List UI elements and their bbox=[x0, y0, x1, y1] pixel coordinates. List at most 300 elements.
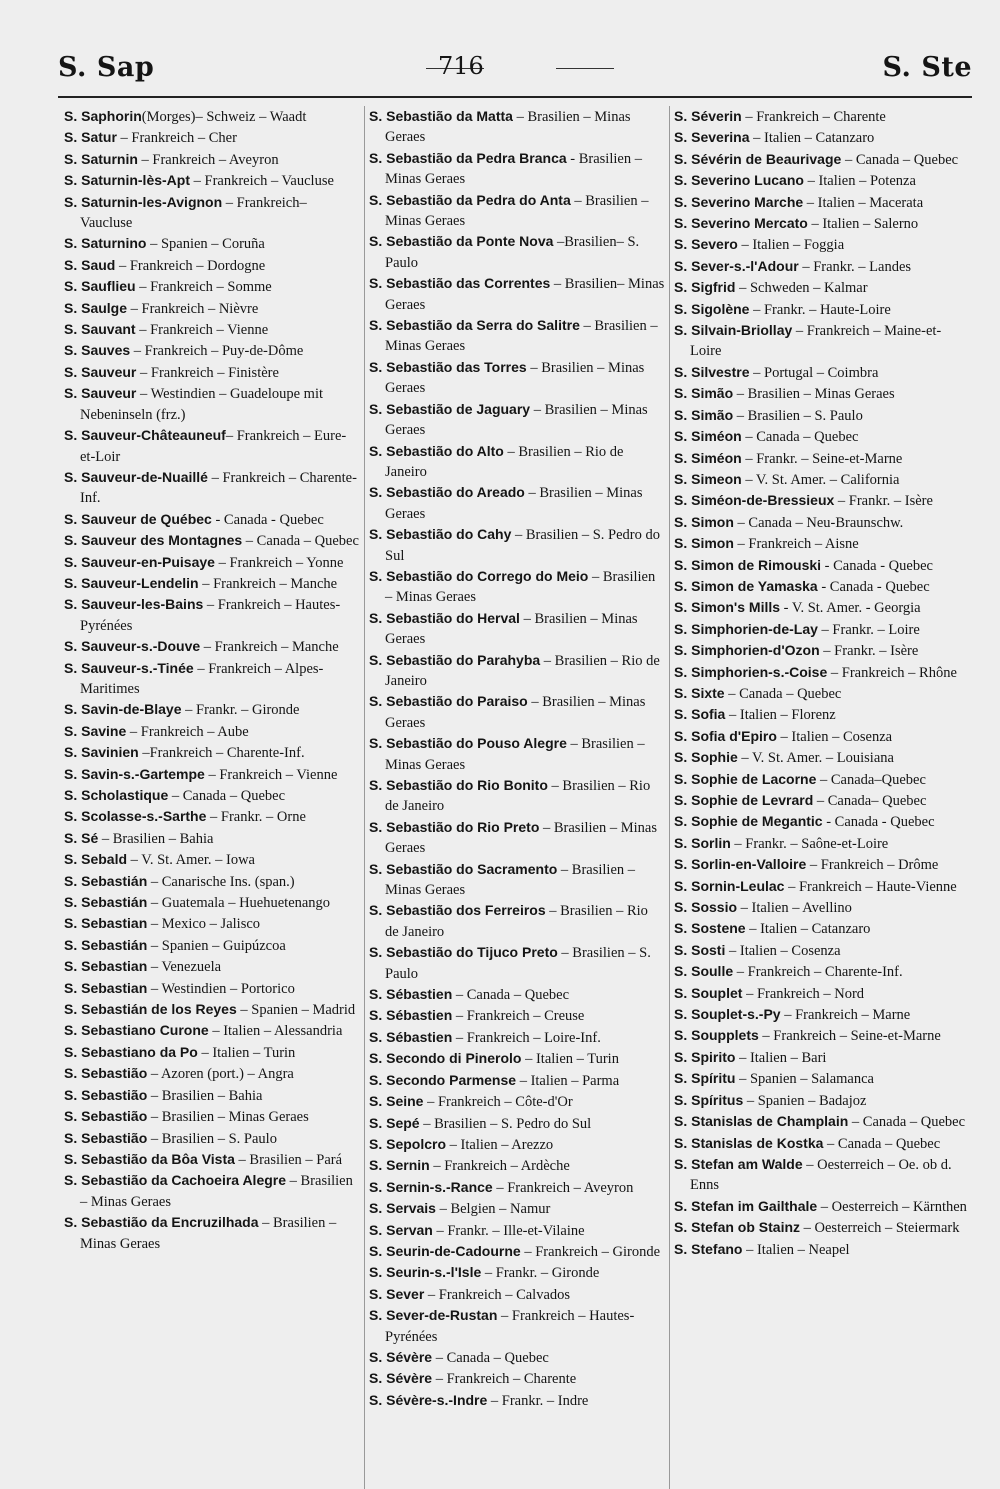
gazetteer-entry bbox=[674, 897, 970, 918]
entry-location: – Canada – Quebec bbox=[432, 1349, 549, 1366]
entry-name: S. Soulle bbox=[674, 963, 734, 980]
entry-name: S. Sauvant bbox=[64, 321, 136, 338]
entry-location: – Brasilien – Bahia bbox=[98, 830, 214, 847]
gazetteer-entry bbox=[369, 775, 665, 817]
entry-location: – Spanien – Salamanca bbox=[735, 1071, 874, 1088]
entry-location: –Brasilien– S. Paulo bbox=[385, 234, 640, 271]
entry-name: S. Sebastiano Curone bbox=[64, 1022, 209, 1039]
entry-name: S. Silvestre bbox=[674, 363, 750, 380]
entry-location: – Westindien – Portorico bbox=[147, 980, 295, 997]
entry-name: S. Savinien bbox=[64, 744, 139, 761]
entry-location: – Frankreich – Nord bbox=[742, 985, 865, 1002]
entry-name: S. Sebastião do Alto bbox=[369, 442, 504, 459]
gazetteer-entry bbox=[64, 935, 360, 956]
gazetteer-entry bbox=[369, 190, 665, 232]
entry-name: S. Sebastião bbox=[64, 1108, 148, 1125]
entry-location: – Canada – Neu-Braunschw. bbox=[733, 514, 904, 531]
entry-location: – Frankreich – Manche bbox=[200, 639, 339, 656]
gazetteer-entry bbox=[64, 806, 360, 827]
entry-name: S. Saturnin bbox=[64, 150, 138, 167]
entry-location: – Brasilien – Minas Geraes bbox=[385, 401, 648, 439]
entry-name: S. Sebastián de los Reyes bbox=[64, 1001, 237, 1018]
entry-location: – Spanien – Guipúzcoa bbox=[147, 937, 286, 954]
entry-name: S. Sorlin bbox=[674, 834, 731, 851]
entry-name: S. Sebastião do Tijuco Preto bbox=[369, 944, 558, 961]
entry-location: – Canada – Quebec bbox=[242, 533, 359, 550]
entry-location: – Frankr. – Landes bbox=[798, 258, 912, 275]
entry-location: – Frankr. – Seine-et-Marne bbox=[741, 450, 903, 467]
gazetteer-entry bbox=[369, 1091, 665, 1112]
entry-location: – Brasilien – Minas Geraes bbox=[147, 1109, 309, 1126]
gazetteer-entry bbox=[674, 876, 970, 897]
gazetteer-entry bbox=[674, 918, 970, 939]
gazetteer-entry bbox=[674, 383, 970, 404]
entry-name: S. Seine bbox=[369, 1093, 424, 1110]
entry-name: S. Spirito bbox=[674, 1048, 736, 1065]
entry-name: S. Simeon bbox=[674, 470, 742, 487]
entry-location: – Frankr. – Haute-Loire bbox=[749, 301, 891, 318]
gazetteer-entry bbox=[674, 1154, 970, 1196]
entry-name: S. Satur bbox=[64, 129, 117, 146]
header-dash-right bbox=[556, 68, 614, 69]
entry-name: S. Siméon bbox=[674, 428, 742, 445]
gazetteer-entry bbox=[369, 1284, 665, 1305]
gazetteer-entry bbox=[674, 790, 970, 811]
gazetteer-entry bbox=[674, 833, 970, 854]
entry-name: S. Scolasse-s.-Sarthe bbox=[64, 808, 207, 825]
gazetteer-entry bbox=[674, 106, 970, 127]
gazetteer-entry bbox=[369, 1262, 665, 1283]
entry-name: S. Sebastião do Paraiso bbox=[369, 693, 528, 710]
entry-name: S. Sébastien bbox=[369, 1007, 453, 1024]
gazetteer-entry bbox=[64, 149, 360, 170]
entry-name: S. Simon de Rimouski bbox=[674, 556, 822, 573]
gazetteer-entry bbox=[64, 871, 360, 892]
entry-name: S. Sebastião do Corrego do Meio bbox=[369, 567, 589, 584]
entry-location: - Canada - Quebec bbox=[821, 557, 933, 574]
entry-location: – Frankr. – Isère bbox=[819, 643, 919, 660]
entry-name: S. Sofia d'Epiro bbox=[674, 727, 777, 744]
entry-location: – Frankreich – Calvados bbox=[424, 1286, 571, 1303]
entry-location: – Italien – Florenz bbox=[725, 707, 836, 724]
gazetteer-entry bbox=[64, 892, 360, 913]
gazetteer-entry bbox=[369, 1220, 665, 1241]
gazetteer-entry bbox=[674, 640, 970, 661]
entry-name: S. Simphorien-d'Ozon bbox=[674, 642, 820, 659]
entry-location: – Brasilien – Minas Geraes bbox=[80, 1173, 353, 1210]
gazetteer-entry bbox=[674, 234, 970, 255]
entry-name: S. Simphorien-de-Lay bbox=[674, 620, 818, 637]
entry-location: – Brasilien – S. Pedro do Sul bbox=[419, 1115, 592, 1132]
entry-location: (Morges)– Schweiz – Waadt bbox=[141, 109, 307, 125]
entry-name: S. Sophie bbox=[674, 749, 738, 766]
gazetteer-entry bbox=[64, 467, 360, 509]
gazetteer-entry bbox=[64, 255, 360, 276]
entry-location: – Canada–Quebec bbox=[816, 771, 926, 788]
gazetteer-entry bbox=[674, 1004, 970, 1025]
entry-name: S. Sebastião do Sacramento bbox=[369, 860, 558, 877]
entry-location: – Frankr. – Loire bbox=[817, 621, 920, 638]
entry-name: S. Sebastião bbox=[64, 1086, 148, 1103]
gazetteer-entry bbox=[369, 650, 665, 692]
entry-name: S. Sebastião do Rio Bonito bbox=[369, 777, 548, 793]
column-2 bbox=[364, 106, 669, 1489]
gazetteer-entry bbox=[674, 127, 970, 148]
entry-location: – Spanien – Coruña bbox=[146, 236, 265, 253]
gazetteer-entry bbox=[369, 1347, 665, 1368]
gazetteer-entry bbox=[674, 747, 970, 768]
entry-name: S. Sepolcro bbox=[369, 1135, 447, 1152]
entry-name: S. Sauveur des Montagnes bbox=[64, 532, 243, 549]
page-number: 716 bbox=[438, 52, 484, 80]
entry-location: – Brasilien – Rio de Janeiro bbox=[385, 778, 651, 815]
entry-name: S. Sorlin-en-Valloire bbox=[674, 856, 807, 873]
entry-name: S. Sebastião da Ponte Nova bbox=[369, 233, 554, 250]
entry-location: – Frankreich – Vaucluse bbox=[190, 173, 334, 190]
entry-name: S. Sostene bbox=[674, 920, 746, 937]
entry-location: – Frankreich – Aisne bbox=[733, 536, 859, 553]
entry-location: – Venezuela bbox=[147, 959, 222, 976]
page-header bbox=[58, 52, 972, 92]
gazetteer-entry bbox=[64, 425, 360, 467]
entry-location: – Schweden – Kalmar bbox=[735, 280, 868, 297]
entry-location: – Frankreich – Dordogne bbox=[115, 257, 266, 274]
entry-location: – Canada – Quebec bbox=[848, 1114, 966, 1131]
entry-location: – Italien – Turin bbox=[521, 1051, 619, 1068]
entry-location: – Italien – Turin bbox=[197, 1044, 296, 1061]
gazetteer-entry bbox=[674, 1196, 970, 1217]
entry-location: – Frankreich – Charente bbox=[432, 1371, 577, 1388]
gazetteer-entry bbox=[674, 726, 970, 747]
entry-name: S. Sophie de Levrard bbox=[674, 792, 814, 808]
entry-name: S. Sebastião do Parahyba bbox=[369, 651, 541, 668]
entry-location: – Oesterreich – Steiermark bbox=[800, 1220, 960, 1237]
gazetteer-entry bbox=[64, 170, 360, 191]
entry-name: S. Sebastião da Bôa Vista bbox=[64, 1150, 235, 1167]
entry-location: – Frankreich – Puy-de-Dôme bbox=[130, 343, 304, 360]
entry-name: S. Simon bbox=[674, 513, 734, 530]
gazetteer-entry bbox=[369, 817, 665, 859]
gazetteer-entry bbox=[369, 148, 665, 190]
gazetteer-entry bbox=[674, 320, 970, 362]
entry-location: – Frankr. – Isère bbox=[834, 493, 933, 510]
entry-location: - Canada - Quebec bbox=[822, 814, 935, 831]
entry-name: S. Savin-de-Blaye bbox=[64, 701, 182, 718]
entry-columns bbox=[60, 106, 974, 1489]
entry-name: S. Sigolène bbox=[674, 300, 750, 317]
gazetteer-entry bbox=[369, 231, 665, 273]
entry-name: S. Simphorien-s.-Coise bbox=[674, 663, 828, 680]
gazetteer-entry bbox=[64, 849, 360, 870]
entry-location: – Azoren (port.) – Angra bbox=[147, 1066, 294, 1083]
gazetteer-entry bbox=[64, 298, 360, 319]
entry-location: – Italien – Macerata bbox=[803, 194, 924, 211]
gazetteer-entry bbox=[674, 533, 970, 554]
gazetteer-entry bbox=[64, 276, 360, 297]
gazetteer-entry bbox=[674, 170, 970, 191]
gazetteer-entry bbox=[369, 482, 665, 524]
entry-name: S. Sauveur de Québec bbox=[64, 510, 212, 527]
entry-location: – Frankreich – Côte-d'Or bbox=[423, 1094, 573, 1111]
entry-location: – Oesterreich – Oe. ob d. Enns bbox=[690, 1156, 952, 1194]
entry-location: – Frankr. – Gironde bbox=[481, 1265, 600, 1282]
entry-name: S. Servais bbox=[369, 1200, 436, 1217]
gazetteer-entry bbox=[369, 942, 665, 984]
entry-location: – Frankreich – Alpes-Maritimes bbox=[80, 660, 324, 697]
entry-location: – Frankreich– Vaucluse bbox=[80, 194, 307, 232]
entry-location: – Brasilien – Minas Geraes bbox=[385, 861, 636, 899]
entry-name: S. Simão bbox=[674, 385, 734, 402]
gazetteer-entry bbox=[674, 1217, 970, 1238]
gazetteer-entry bbox=[674, 940, 970, 961]
entry-name: S. Secondo di Pinerolo bbox=[369, 1050, 522, 1067]
entry-name: S. Sebastião da Pedra do Anta bbox=[369, 191, 571, 208]
entry-location: – Italien – Foggia bbox=[737, 237, 845, 254]
entry-location: – Italien – Cosenza bbox=[725, 942, 841, 959]
entry-location: – Frankreich – Yonne bbox=[214, 554, 344, 571]
gazetteer-entry bbox=[369, 859, 665, 901]
gazetteer-entry bbox=[369, 524, 665, 566]
entry-name: S. Sebastião da Pedra Branca bbox=[369, 149, 567, 166]
header-left-catchword: S. Sap bbox=[58, 52, 155, 83]
gazetteer-entry bbox=[64, 1020, 360, 1041]
entry-location: – Brasilien – S. Paulo bbox=[733, 407, 863, 424]
header-rule bbox=[58, 96, 972, 98]
entry-name: S. Sofia bbox=[674, 706, 726, 723]
gazetteer-entry bbox=[674, 1239, 970, 1260]
entry-location: - Brasilien – Minas Geraes bbox=[385, 150, 642, 188]
entry-name: S. Stefano bbox=[674, 1240, 743, 1257]
entry-name: S. Stefan am Walde bbox=[674, 1155, 803, 1172]
gazetteer-entry bbox=[64, 1106, 360, 1127]
entry-location: – Brasilien – Bahia bbox=[147, 1087, 263, 1104]
entry-location: – Italien – Catanzaro bbox=[749, 130, 875, 147]
entry-name: S. Sauveur bbox=[64, 385, 137, 402]
gazetteer-entry bbox=[369, 1070, 665, 1091]
entry-name: S. Saulge bbox=[64, 299, 128, 316]
gazetteer-entry bbox=[674, 426, 970, 447]
gazetteer-entry bbox=[369, 691, 665, 733]
entry-location: – Brasilien – Rio de Janeiro bbox=[385, 443, 624, 480]
gazetteer-entry bbox=[369, 106, 665, 148]
entry-location: – Canada– Quebec bbox=[813, 793, 927, 809]
entry-location: – Brasilien – Minas Geraes bbox=[385, 318, 658, 355]
entry-location: – Frankr. – Orne bbox=[206, 809, 306, 826]
gazetteer-entry bbox=[674, 811, 970, 832]
entry-location: – Westindien – Guadeloupe mit Nebeninseln (frz.) bbox=[80, 386, 324, 423]
entry-name: S. Sauveur-s.-Tinée bbox=[64, 659, 194, 676]
entry-location: - V. St. Amer. - Georgia bbox=[780, 600, 921, 617]
gazetteer-entry bbox=[674, 192, 970, 213]
gazetteer-entry bbox=[64, 127, 360, 148]
entry-name: S. Sauveur-Lendelin bbox=[64, 574, 199, 591]
entry-location: – Frankreich – Marne bbox=[780, 1007, 911, 1024]
entry-location: – Canada – Quebec bbox=[452, 987, 570, 1004]
entry-name: S. Sornin-Leulac bbox=[674, 877, 785, 894]
entry-name: S. Spíritu bbox=[674, 1070, 736, 1087]
entry-name: S. Sophie de Megantic bbox=[674, 813, 823, 830]
gazetteer-entry bbox=[64, 192, 360, 234]
entry-name: S. Sebastião das Correntes bbox=[369, 275, 551, 292]
gazetteer-entry bbox=[674, 299, 970, 320]
gazetteer-entry bbox=[369, 1113, 665, 1134]
gazetteer-entry bbox=[674, 683, 970, 704]
entry-name: S. Severo bbox=[674, 236, 738, 253]
entry-name: S. Sebastião da Cachoeira Alegre bbox=[64, 1172, 287, 1189]
entry-name: S. Seurin-s.-l'Isle bbox=[369, 1264, 482, 1281]
entry-location: – Brasilien – Minas Geraes bbox=[385, 610, 638, 648]
gazetteer-entry bbox=[64, 764, 360, 785]
gazetteer-entry bbox=[674, 662, 970, 683]
gazetteer-entry bbox=[369, 441, 665, 483]
entry-location: – Italien – Alessandria bbox=[208, 1023, 343, 1040]
gazetteer-entry bbox=[64, 530, 360, 551]
entry-location: – Italien – Potenza bbox=[803, 173, 916, 190]
gazetteer-entry bbox=[369, 1027, 665, 1048]
entry-location: – Brasilien – S. Paulo bbox=[147, 1130, 277, 1147]
entry-name: S. Sever-de-Rustan bbox=[369, 1307, 498, 1324]
entry-location: - Canada - Quebec bbox=[211, 511, 324, 528]
entry-location: – Frankreich – Charente-Inf. bbox=[733, 964, 903, 981]
entry-name: S. Sauveur-de-Nuaillé bbox=[64, 468, 208, 485]
entry-location: – Spanien – Badajoz bbox=[743, 1092, 867, 1109]
gazetteer-entry bbox=[64, 1149, 360, 1170]
gazetteer-entry bbox=[674, 1025, 970, 1046]
entry-name: S. Souplet-s.-Py bbox=[674, 1006, 781, 1023]
gazetteer-entry bbox=[64, 658, 360, 700]
gazetteer-entry bbox=[369, 1177, 665, 1198]
entry-location: – Brasilien – Minas Geraes bbox=[733, 386, 895, 403]
entry-location: – Brasilien – Minas Geraes bbox=[385, 192, 649, 230]
column-3 bbox=[669, 106, 974, 1489]
entry-location: – Italien – Arezzo bbox=[446, 1136, 554, 1153]
entry-name: S. Stefan im Gailthale bbox=[674, 1197, 818, 1214]
entry-location: – Guatemala – Huehuetenango bbox=[147, 895, 331, 912]
entry-name: S. Sosti bbox=[674, 941, 726, 958]
entry-name: S. Souplet bbox=[674, 984, 743, 1001]
entry-name: S. Severino Lucano bbox=[674, 172, 804, 189]
entry-name: S. Sossio bbox=[674, 899, 738, 916]
gazetteer-entry bbox=[64, 1212, 360, 1254]
entry-name: S. Sepé bbox=[369, 1114, 420, 1131]
entry-name: S. Sernin bbox=[369, 1157, 430, 1174]
entry-name: S. Sebastião do Areado bbox=[369, 484, 525, 501]
entry-name: S. Sauflieu bbox=[64, 278, 136, 295]
gazetteer-entry bbox=[674, 961, 970, 982]
entry-name: S. Severino Mercato bbox=[674, 215, 808, 232]
gazetteer-entry bbox=[64, 828, 360, 849]
entry-name: S. Sauveur-s.-Douve bbox=[64, 638, 201, 655]
gazetteer-entry bbox=[369, 1241, 665, 1262]
entry-name: S. Saturnin-lès-Apt bbox=[64, 172, 191, 189]
gazetteer-entry bbox=[64, 742, 360, 763]
entry-name: S. Sauves bbox=[64, 342, 131, 359]
entry-location: – Brasilien – Minas Geraes bbox=[385, 485, 643, 522]
entry-name: S. Savine bbox=[64, 722, 127, 739]
entry-name: S. Silvain-Briollay bbox=[674, 322, 793, 339]
gazetteer-entry bbox=[64, 573, 360, 594]
entry-location: – Frankreich – Loire-Inf. bbox=[452, 1029, 601, 1046]
gazetteer-entry bbox=[369, 357, 665, 399]
entry-location: – Canada – Quebec bbox=[724, 685, 842, 702]
entry-name: S. Simon de Yamaska bbox=[674, 577, 818, 594]
gazetteer-entry bbox=[369, 1048, 665, 1069]
gazetteer-entry bbox=[674, 555, 970, 576]
entry-name: S. Séverin bbox=[674, 108, 742, 124]
entry-name: S. Sebald bbox=[64, 851, 128, 868]
entry-location: – Frankreich – Eure-et-Loir bbox=[80, 428, 347, 465]
gazetteer-entry bbox=[64, 340, 360, 361]
entry-location: – Brasilien – Rio de Janeiro bbox=[385, 903, 648, 940]
entry-location: – Frankreich – Finistère bbox=[136, 364, 279, 381]
entry-name: S. Sever-s.-l'Adour bbox=[674, 257, 799, 274]
entry-name: S. Simão bbox=[674, 406, 734, 423]
gazetteer-entry bbox=[64, 699, 360, 720]
entry-name: S. Soupplets bbox=[674, 1027, 759, 1044]
entry-name: S. Sebastian bbox=[64, 915, 148, 932]
entry-location: – Mexico – Jalisco bbox=[147, 916, 261, 933]
entry-location: – Frankreich – Haute-Vienne bbox=[784, 878, 957, 895]
entry-location: – Frankreich – Gironde bbox=[520, 1243, 661, 1260]
entry-name: S. Sebastião da Matta bbox=[369, 108, 513, 124]
entry-location: – Frankreich – Vienne bbox=[204, 766, 338, 783]
gazetteer-entry bbox=[64, 383, 360, 425]
entry-name: S. Sebastião do Rio Preto bbox=[369, 818, 540, 835]
gazetteer-entry bbox=[64, 362, 360, 383]
entry-location: – Spanien – Madrid bbox=[236, 1002, 356, 1019]
entry-name: S. Savin-s.-Gartempe bbox=[64, 765, 205, 782]
gazetteer-entry bbox=[64, 1128, 360, 1149]
gazetteer-entry bbox=[674, 277, 970, 298]
entry-name: S. Sévère bbox=[369, 1348, 433, 1365]
entry-location: – Frankr. – Saône-et-Loire bbox=[730, 835, 889, 852]
entry-location: – Brasilien – Pará bbox=[234, 1151, 343, 1168]
gazetteer-entry bbox=[674, 490, 970, 511]
gazetteer-entry bbox=[369, 1134, 665, 1155]
column-1 bbox=[60, 106, 364, 1489]
entry-location: – Frankreich – Rhône bbox=[827, 664, 957, 681]
gazetteer-entry bbox=[674, 983, 970, 1004]
gazetteer-entry bbox=[674, 448, 970, 469]
entry-name: S. Sigfrid bbox=[674, 279, 736, 296]
entry-location: – Frankreich – Aveyron bbox=[492, 1179, 634, 1196]
gazetteer-entry bbox=[64, 106, 360, 127]
entry-name: S. Sebastião bbox=[64, 1129, 148, 1146]
entry-name: S. Stanislas de Champlain bbox=[674, 1113, 849, 1130]
entry-name: S. Sébastien bbox=[369, 986, 453, 1003]
entry-name: S. Simon's Mills bbox=[674, 599, 781, 616]
entry-name: S. Sévère-s.-Indre bbox=[369, 1391, 488, 1408]
entry-location: – Canada – Quebec bbox=[841, 151, 959, 168]
entry-name: S. Sebastião do Cahy bbox=[369, 526, 512, 543]
gazetteer-entry bbox=[369, 1005, 665, 1026]
entry-location: – V. St. Amer. – Iowa bbox=[127, 852, 255, 869]
entry-name: S. Spíritus bbox=[674, 1091, 744, 1108]
entry-name: S. Sebastião da Encruzilhada bbox=[64, 1214, 259, 1231]
entry-location: – Italien – Bari bbox=[735, 1049, 827, 1066]
entry-location: – Frankreich – Nièvre bbox=[127, 300, 259, 317]
entry-location: – Brasilien– Minas Geraes bbox=[385, 276, 665, 313]
gazetteer-entry bbox=[369, 399, 665, 441]
gazetteer-entry bbox=[64, 509, 360, 530]
gazetteer-entry bbox=[64, 1170, 360, 1212]
gazetteer-entry bbox=[64, 319, 360, 340]
entry-location: – Frankreich – Cher bbox=[116, 130, 237, 147]
gazetteer-entry bbox=[64, 913, 360, 934]
entry-name: S. Servan bbox=[369, 1221, 433, 1238]
entry-location: – Brasilien – Minas Geraes bbox=[385, 819, 657, 857]
entry-name: S. Seurin-de-Cadourne bbox=[369, 1242, 521, 1259]
